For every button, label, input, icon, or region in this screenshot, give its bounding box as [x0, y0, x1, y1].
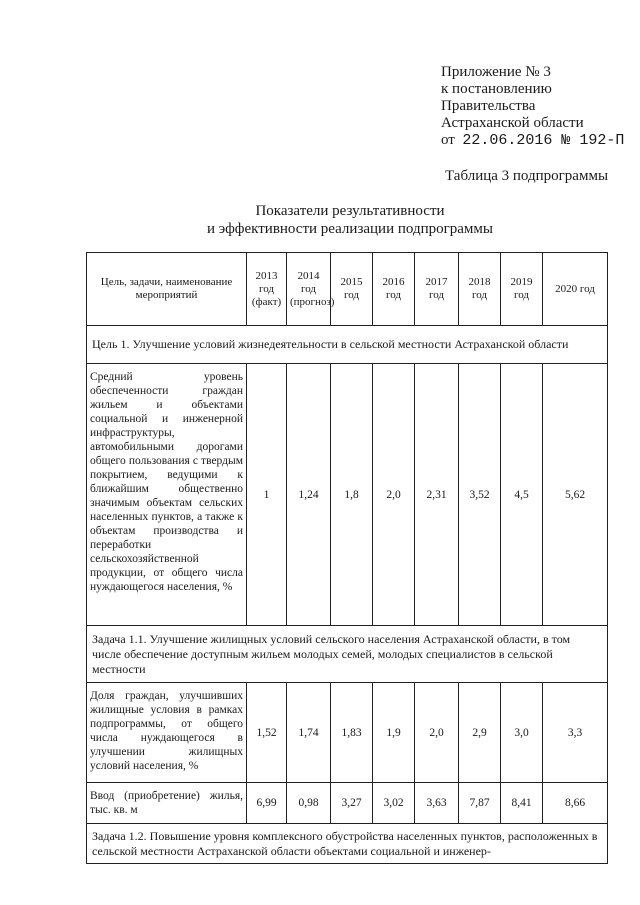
goal-row	[87, 326, 608, 364]
appendix-block	[441, 64, 624, 149]
header-2015: 2015 год	[331, 253, 373, 326]
value-cell: 1,8	[331, 364, 373, 626]
goal-1: Цель 1. Улучшение условий жизнедеятельности в сельской местности Астраханской области	[87, 326, 608, 364]
value-cell: 3,0	[501, 683, 543, 783]
task-row	[87, 626, 608, 683]
value-cell: 0,98	[287, 783, 331, 824]
task-1-1: Задача 1.1. Улучшение жилищных условий сельского населения Астраханской области, в том числе обеспечение доступным жильем молодых семей, молодых специалистов в сельской местности	[87, 626, 608, 683]
header-2020: 2020 год	[543, 253, 608, 326]
appendix-line-3: Правительства	[441, 98, 536, 114]
value-cell: 1	[247, 364, 287, 626]
indicator-name: Ввод (приобретение) жилья, тыс. кв. м	[87, 783, 247, 824]
value-cell: 3,3	[543, 683, 608, 783]
title-line-2: и эффективности реализации подпрограммы	[207, 221, 493, 237]
value-cell: 1,24	[287, 364, 331, 626]
value-cell: 3,63	[415, 783, 459, 824]
value-cell: 3,52	[459, 364, 501, 626]
header-row	[87, 253, 608, 326]
value-cell: 4,5	[501, 364, 543, 626]
value-cell: 2,31	[415, 364, 459, 626]
value-cell: 1,9	[373, 683, 415, 783]
appendix-line-2: к постановлению	[441, 81, 552, 97]
header-2017: 2017 год	[415, 253, 459, 326]
value-cell: 7,87	[459, 783, 501, 824]
header-2016: 2016 год	[373, 253, 415, 326]
appendix-line-1: Приложение № 3	[441, 64, 551, 80]
value-cell: 2,9	[459, 683, 501, 783]
value-cell: 6,99	[247, 783, 287, 824]
header-2018: 2018 год	[459, 253, 501, 326]
indicator-name: Доля граждан, улучшивших жилищные условия в рамках подпрограммы, от общего числа нуждающегося в улучшении жилищных условий населения, %	[87, 683, 247, 783]
header-name: Цель, задачи, наименование мероприятий	[87, 253, 247, 326]
table-label: Таблица 3 подпрограммы	[445, 168, 609, 184]
document-title	[150, 202, 550, 238]
value-cell: 3,27	[331, 783, 373, 824]
value-cell: 8,66	[543, 783, 608, 824]
value-cell: 3,02	[373, 783, 415, 824]
appendix-line-4: Астраханской области	[441, 115, 584, 131]
value-cell: 2,0	[373, 364, 415, 626]
table-row	[87, 783, 608, 824]
table-row	[87, 364, 608, 626]
header-2019: 2019 год	[501, 253, 543, 326]
value-cell: 1,74	[287, 683, 331, 783]
value-cell: 8,41	[501, 783, 543, 824]
date-stamp: 22.06.2016 № 192-П	[462, 132, 625, 149]
header-2013: 2013 год (факт)	[247, 253, 287, 326]
header-2014: 2014 год (прогноз)	[287, 253, 331, 326]
value-cell: 1,52	[247, 683, 287, 783]
task-1-2: Задача 1.2. Повышение уровня комплексного обустройства населенных пунктов, расположенных в сельской местности Астраханской области объектами социальной и инженер-	[87, 824, 608, 864]
value-cell: 5,62	[543, 364, 608, 626]
task-row	[87, 824, 608, 864]
table-row	[87, 683, 608, 783]
indicators-table	[86, 252, 608, 864]
value-cell: 2,0	[415, 683, 459, 783]
indicator-name: Средний уровень обеспеченности граждан жильем и объектами социальной и инженерной инфраструктуры, автомобильными дорогами общего пользования с твердым покрытием, ведущими к ближайшим общественно значимым объектам сельских населенных пунктов, а также к объектам производства и переработки сельскохозяйственной продукции, от общего числа нуждающегося населения, %	[87, 364, 247, 626]
appendix-date	[441, 132, 624, 149]
title-line-1: Показатели результативности	[255, 203, 445, 219]
date-prefix: от	[441, 132, 455, 148]
value-cell: 1,83	[331, 683, 373, 783]
